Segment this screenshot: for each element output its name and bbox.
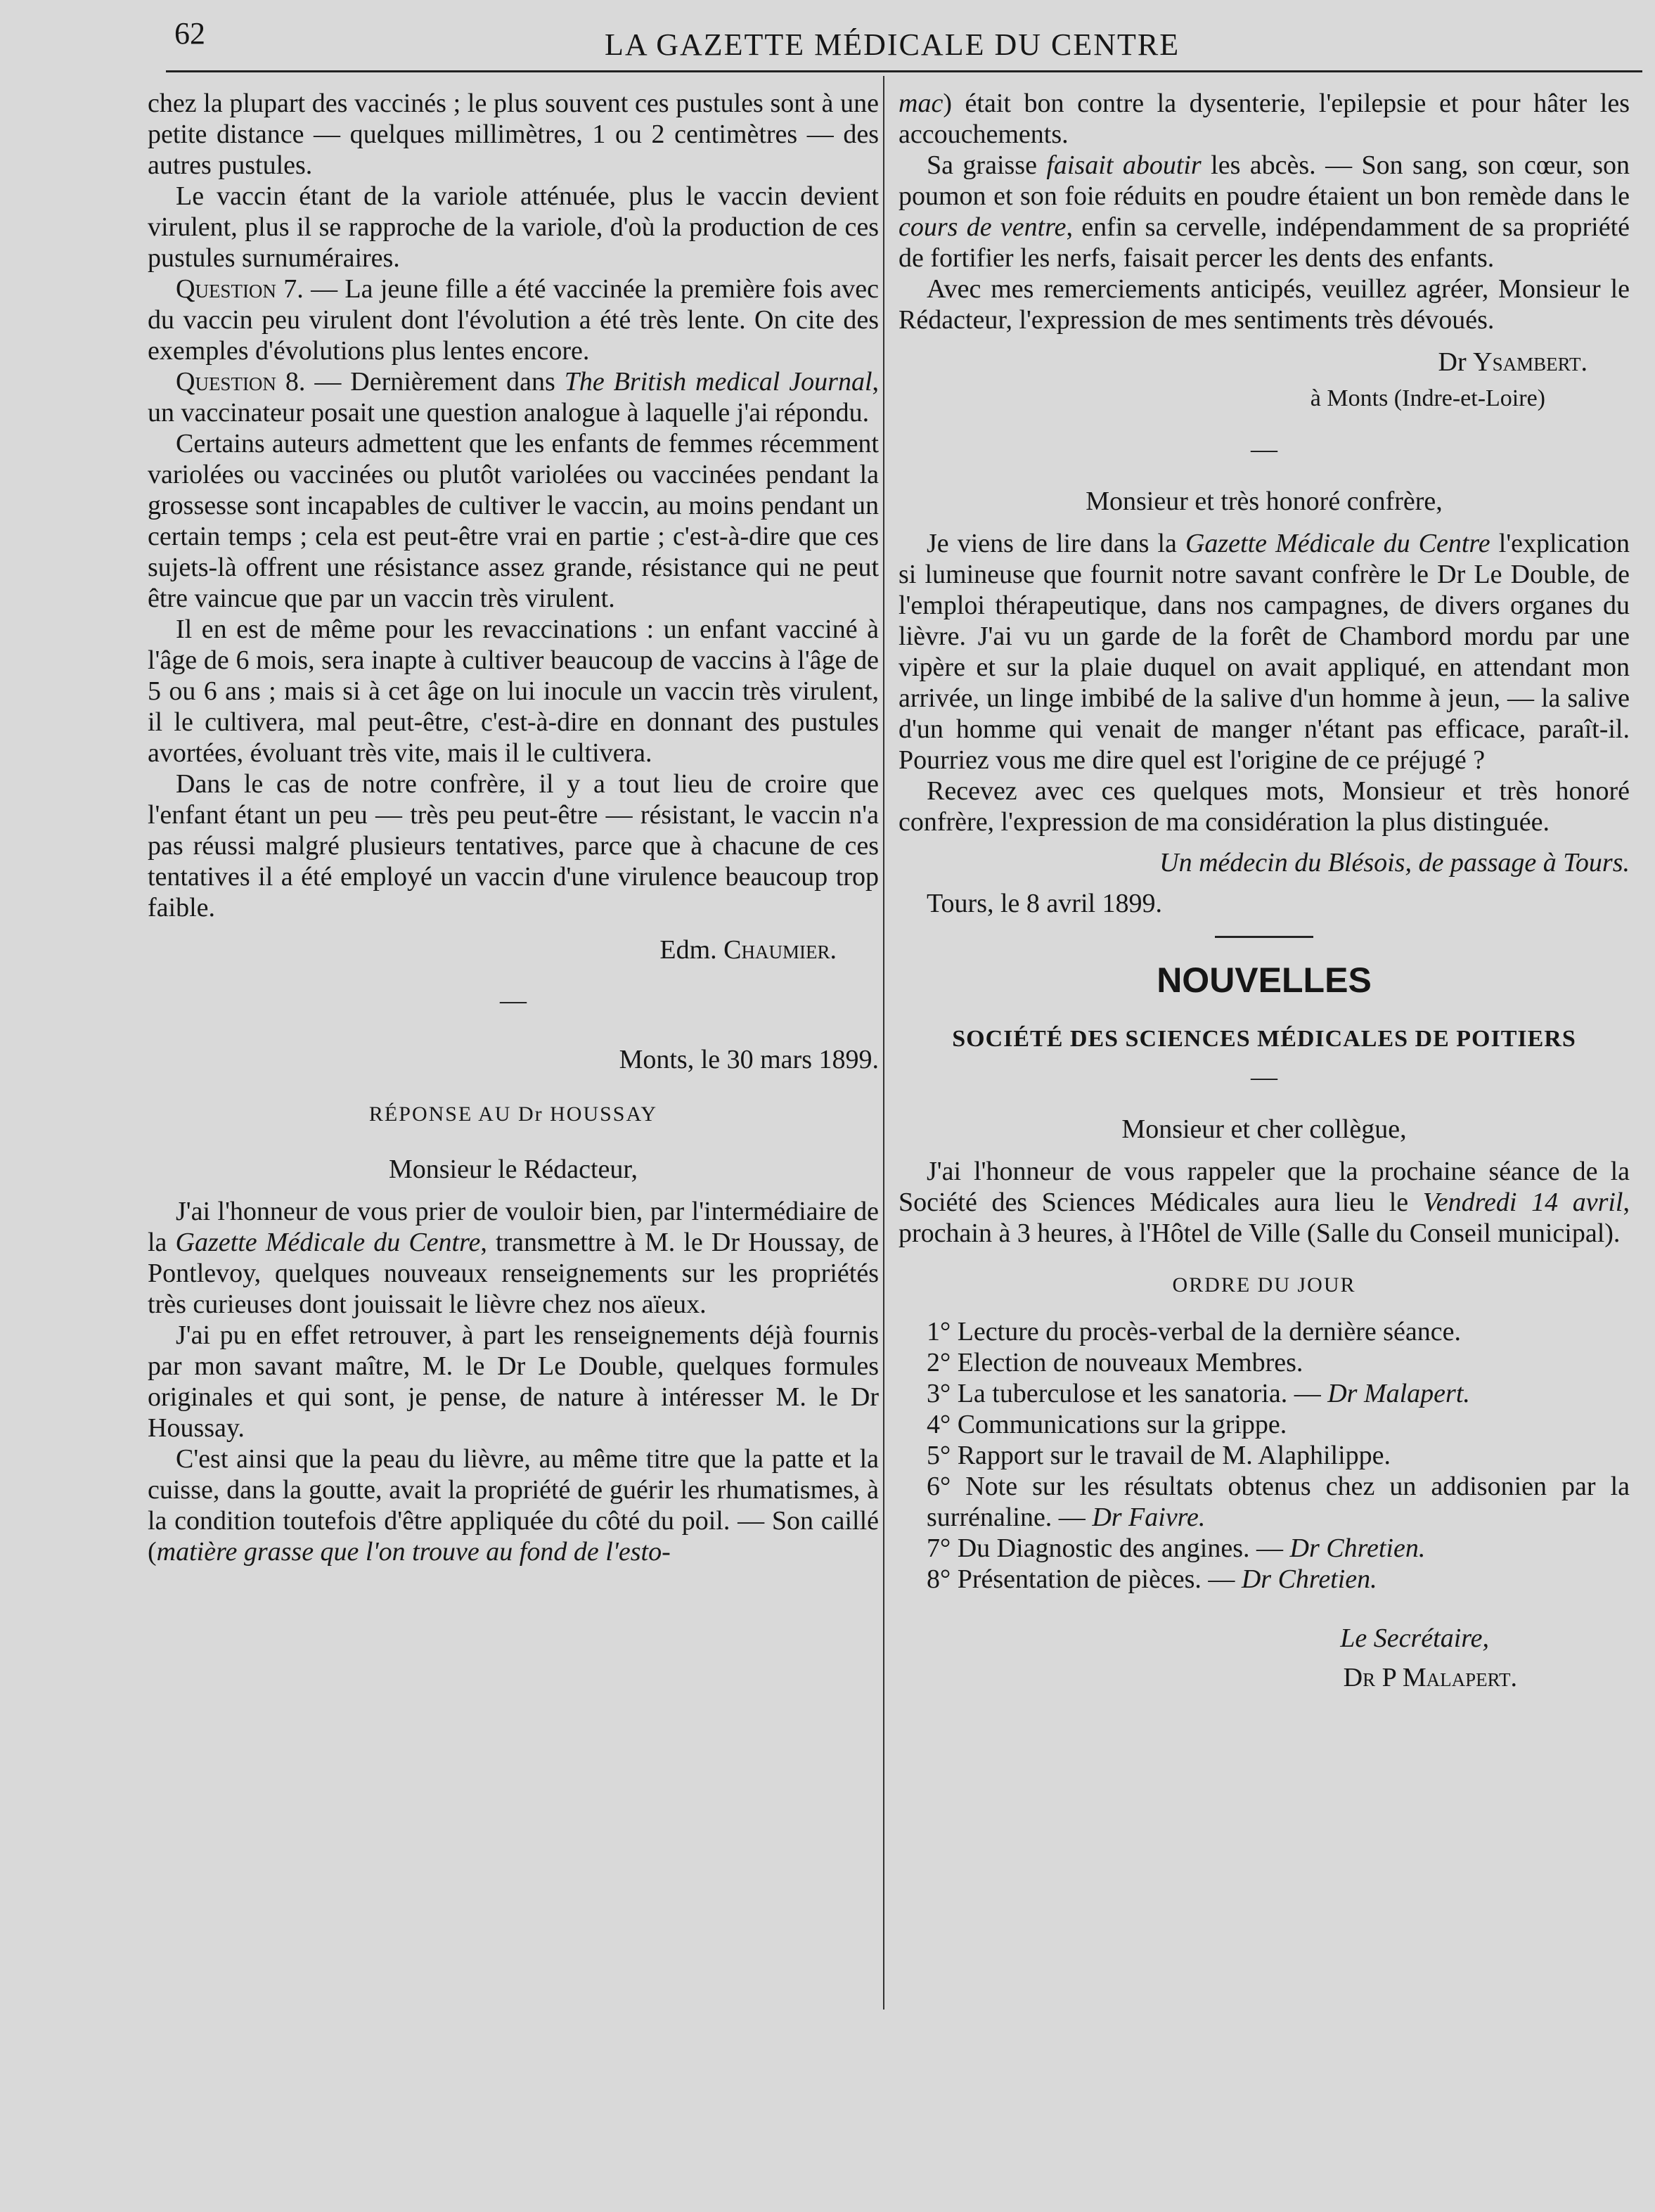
- text: J'ai l'honneur de vous rappeler que la prochaine séance de la Société des Sciences Médicales aura lieu le: [899, 1157, 1630, 1217]
- text: l'explication si lumineuse que fournit notre savant confrère le Dr Le Double, de l'emploi thérapeutique, dans nos campagnes, de divers organes du lièvre. J'ai vu un garde de la forêt de Chambord mordu par une vipère et sur la plaie duquel on avait appliqué, en attendant mon arrivée, un linge imbibé de la salive d'un homme à jeun, — la salive d'un homme qui venait de manger n'étant pas efficace, paraît-il. Pourriez vous me dire quel est l'origine de ce préjugé ?: [899, 529, 1630, 775]
- paragraph: J'ai pu en effet retrouver, à part les renseignements déjà fournis par mon savant maître, M. le Dr Le Double, quelques formules originales et qui sont, je pense, de nature à intéresser M. le Dr Houssay.: [148, 1320, 879, 1443]
- salutation: Monsieur et cher collègue,: [1121, 1114, 1407, 1144]
- text: , prochain à 3 heures, à l'Hôtel de Ville (Salle du Conseil municipal).: [899, 1188, 1630, 1248]
- signature-chaumier: [148, 934, 837, 965]
- agenda-text: 1° Lecture du procès-verbal de la dernière séance.: [927, 1317, 1461, 1346]
- question-7: [148, 274, 879, 366]
- question-label: Question 7.: [176, 274, 304, 304]
- paragraph: Avec mes remerciements anticipés, veuillez agréer, Monsieur le Rédacteur, l'expression de mes sentiments très dévoués.: [899, 274, 1630, 335]
- agenda-text: 3° La tuberculose et les sanatoria. —: [927, 1379, 1328, 1408]
- agenda-item: [927, 1440, 1630, 1471]
- journal-title: The British medical Journal: [564, 367, 872, 397]
- agenda-text: 8° Présentation de pièces. —: [927, 1564, 1242, 1594]
- running-title: LA GAZETTE MÉDICALE DU CENTRE: [605, 27, 1180, 62]
- paragraph: Le vaccin étant de la variole atténuée, plus le vaccin devient virulent, plus il se rapproche de la variole, d'où la production de ces pustules surnuméraires.: [148, 181, 879, 273]
- left-column: [148, 88, 879, 1567]
- signature-anonymous: Un médecin du Blésois, de passage à Tours.: [1159, 848, 1630, 877]
- question-8: [148, 366, 879, 428]
- paragraph: [148, 1443, 879, 1567]
- italic-text: cours de ventre: [899, 212, 1067, 242]
- agenda-author: Dr Malapert.: [1327, 1379, 1470, 1408]
- paragraph: [148, 1196, 879, 1320]
- agenda-item: [927, 1316, 1630, 1347]
- paragraph: [899, 1156, 1630, 1249]
- italic-text: faisait aboutir: [1046, 150, 1202, 180]
- paragraph: Recevez avec ces quelques mots, Monsieur et très honoré confrère, l'expression de ma considération la plus distinguée.: [899, 776, 1630, 837]
- signature-first: Edm.: [659, 935, 724, 965]
- dateline: Tours, le 8 avril 1899.: [927, 889, 1163, 918]
- question-text: — La jeune fille a été vaccinée la première fois avec du vaccin peu virulent dont l'évolution a été très lente. On cite des exemples d'évolutions plus lentes encore.: [148, 274, 879, 366]
- agenda-list: [899, 1316, 1630, 1595]
- separator-dash: —: [500, 986, 527, 1015]
- agenda-text: 5° Rapport sur le travail de M. Alaphilippe.: [927, 1441, 1391, 1470]
- text: , enfin sa cervelle, indépendamment de sa propriété de fortifier les nerfs, faisait percer les dents des enfants.: [899, 212, 1630, 273]
- agenda-text: 4° Communications sur la grippe.: [927, 1410, 1287, 1439]
- agenda-text: 2° Election de nouveaux Membres.: [927, 1348, 1303, 1377]
- text: ) était bon contre la dysenterie, l'epilepsie et pour hâter les accouchements.: [899, 89, 1630, 149]
- paragraph: Il en est de même pour les revaccinations : un enfant vacciné à l'âge de 6 mois, sera inapte à cultiver beaucoup de vaccins à l'âge de 5 ou 6 ans ; mais si à cet âge on lui inocule un vaccin très virulent, il le cultivera, mal peut-être, c'est-à-dire en donnant des pustules avortées, évoluant très vite, mais il le cultivera.: [148, 615, 879, 768]
- column-divider: [883, 76, 884, 2010]
- text: C'est ainsi que la peau du lièvre, au même titre que la patte et la cuisse, dans la goutte, avait la propriété de guérir les rhumatismes, à la condition toutefois d'être appliquée du côté du poil. — Son caillé (: [148, 1444, 879, 1567]
- agenda-item: [927, 1378, 1630, 1409]
- signature-ysambert: [899, 347, 1588, 378]
- question-text: — Dernièrement dans: [305, 367, 565, 397]
- paragraph: [899, 150, 1630, 274]
- italic-text: Vendredi 14 avril: [1422, 1188, 1623, 1217]
- agenda-author: Dr Chretien.: [1241, 1564, 1377, 1594]
- page-number: 62: [174, 16, 205, 51]
- secretary-name: Dr P Malapert.: [1343, 1663, 1517, 1692]
- agenda-text: 7° Du Diagnostic des angines. —: [927, 1533, 1290, 1563]
- dateline: Monts, le 30 mars 1899.: [619, 1045, 879, 1074]
- agenda-item: [927, 1533, 1630, 1564]
- news-heading: NOUVELLES: [1157, 960, 1372, 1000]
- separator-dash: —: [1251, 1062, 1277, 1092]
- text: , transmettre à M. le Dr Houssay, de Pontlevoy, quelques nouveaux renseignements sur les propriétés très curieuses dont jouissait le lièvre chez nos aïeux.: [148, 1228, 879, 1319]
- reply-heading: RÉPONSE AU Dr HOUSSAY: [368, 1102, 658, 1126]
- question-text: , un vaccinateur posait une question analogue à laquelle j'ai répondu.: [148, 367, 879, 427]
- journal-title: Gazette Médicale du Centre: [1185, 529, 1490, 558]
- text: J'ai l'honneur de vous prier de vouloir bien, par l'intermédiaire de la: [148, 1197, 879, 1257]
- paragraph: Certains auteurs admettent que les enfants de femmes récemment variolées ou vaccinées ou plutôt variolées ou vaccinées pendant la grossesse sont incapables de cultiver le vaccin, au moins pendant un certain temps ; cela est peut-être vrai en partie ; c'est-à-dire que ces sujets-là offrent une résistance assez grande, résistance qui ne peut être vaincue que par un vaccin très virulent.: [148, 429, 879, 613]
- italic-text: matière grasse que l'on trouve au fond de l'esto-: [156, 1537, 671, 1567]
- agenda-item: [927, 1347, 1630, 1378]
- separator-dash: —: [1251, 435, 1277, 464]
- salutation: Monsieur et très honoré confrère,: [1086, 487, 1443, 516]
- paragraph: Dans le cas de notre confrère, il y a tout lieu de croire que l'enfant étant un peu — très peu peut-être — résistant, le vaccin n'a pas réussi malgré plusieurs tentatives, parce que à chacune de ces tentatives il a été employé un vaccin d'une virulence beaucoup trop faible.: [148, 769, 879, 922]
- text: Sa graisse: [927, 150, 1047, 180]
- header-rule: [166, 70, 1642, 72]
- agenda-item: [927, 1471, 1630, 1533]
- question-label: Question 8.: [176, 367, 306, 397]
- agenda-text: 6° Note sur les résultats obtenus chez un addisonien par la surrénaline. —: [927, 1472, 1630, 1532]
- journal-title: Gazette Médicale du Centre: [175, 1228, 481, 1257]
- section-rule: [1215, 936, 1313, 938]
- text: Je viens de lire dans la: [927, 529, 1185, 558]
- paragraph: chez la plupart des vaccinés ; le plus souvent ces pustules sont à une petite distance — quelques millimètres, 1 ou 2 centimètres — des autres pustules.: [148, 89, 879, 180]
- agenda-author: Dr Faivre.: [1092, 1503, 1206, 1532]
- agenda-heading: ORDRE DU JOUR: [1172, 1273, 1356, 1297]
- society-heading: SOCIÉTÉ DES SCIENCES MÉDICALES DE POITIERS: [952, 1026, 1576, 1052]
- agenda-item: [927, 1409, 1630, 1440]
- salutation: Monsieur le Rédacteur,: [388, 1155, 638, 1184]
- signature-place: à Monts (Indre-et-Loire): [1310, 385, 1545, 411]
- signature-last: Chaumier.: [723, 935, 837, 965]
- paragraph: [899, 528, 1630, 776]
- right-column: [899, 88, 1630, 1693]
- secretary-title: Le Secrétaire,: [1340, 1623, 1489, 1653]
- signature-title: Dr: [1438, 347, 1474, 377]
- italic-text: mac: [899, 89, 944, 118]
- paragraph: [899, 88, 1630, 150]
- agenda-author: Dr Chretien.: [1289, 1533, 1426, 1563]
- text: les abcès. — Son sang, son cœur, son poumon et son foie réduits en poudre étaient un bon remède dans le: [899, 150, 1630, 211]
- agenda-item: [927, 1564, 1630, 1595]
- signature-name: Ysambert.: [1473, 347, 1588, 377]
